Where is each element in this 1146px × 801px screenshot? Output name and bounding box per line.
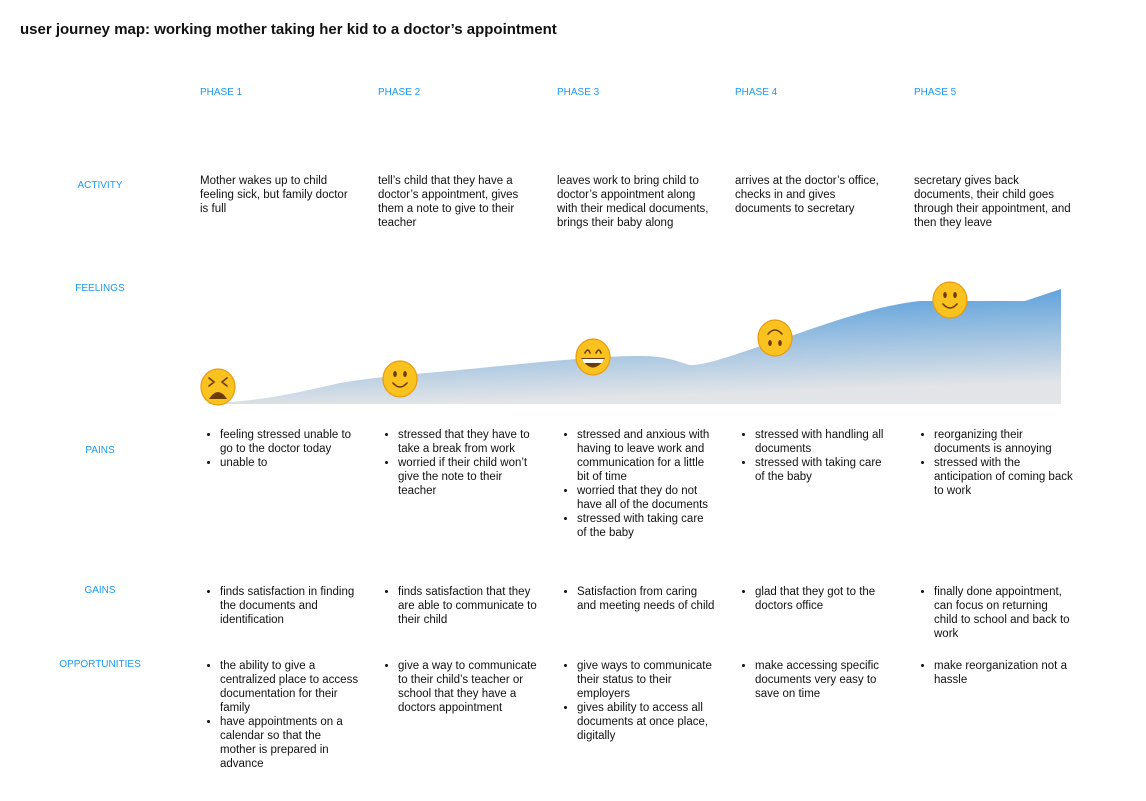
- opportunities-bullet: • the ability to give a centralized place to access documentation for their family: [220, 659, 359, 715]
- upside-down-face-icon: [758, 320, 792, 356]
- opportunities-cell: [379, 659, 537, 715]
- pains-bullet: • worried if their child won’t give the note to their teacher: [398, 456, 537, 498]
- pains-bullet: • worried that they do not have all of the documents: [577, 484, 716, 512]
- pains-bullet: • stressed with taking care of the baby: [577, 512, 716, 540]
- pains-bullet: • stressed with taking care of the baby: [755, 456, 894, 484]
- phase-header-3: PHASE 3: [557, 87, 600, 98]
- pains-bullet: • stressed that they have to take a break from work: [398, 428, 537, 456]
- gains-cell: [201, 585, 359, 627]
- gains-bullet: • finds satisfaction that they are able to communicate to their child: [398, 585, 537, 627]
- row-label-pains: PAINS: [85, 445, 115, 456]
- opportunities-bullet: • have appointments on a calendar so that the mother is prepared in advance: [220, 715, 359, 771]
- gains-cell: [558, 585, 716, 613]
- pains-bullet: • unable to: [220, 456, 359, 470]
- opportunities-cell: [201, 659, 359, 771]
- activity-cell: arrives at the doctor’s office, checks in and gives documents to secretary: [735, 175, 879, 215]
- grinning-face-icon: [576, 339, 610, 375]
- phase-header-1: PHASE 1: [200, 87, 243, 98]
- opportunities-cell: [915, 659, 1073, 687]
- gains-cell: [736, 585, 894, 613]
- opportunities-bullet: • make accessing specific documents very easy to save on time: [755, 659, 894, 701]
- activity-cell: tell’s child that they have a doctor’s appointment, gives them a note to give to their teacher: [378, 175, 519, 229]
- slightly-smiling-face-icon: [933, 282, 967, 318]
- pains-bullet: • stressed with the anticipation of coming back to work: [934, 456, 1073, 498]
- activity-cell: Mother wakes up to child feeling sick, but family doctor is full: [200, 175, 348, 215]
- pains-bullet: • stressed and anxious with having to leave work and communication for a little bit of time: [577, 428, 716, 484]
- pains-cell: [201, 428, 359, 470]
- opportunities-bullet: • make reorganization not a hassle: [934, 659, 1073, 687]
- opportunities-cell: [558, 659, 716, 743]
- tired-face-icon: [201, 369, 235, 405]
- row-label-feelings: FEELINGS: [75, 283, 125, 294]
- gains-bullet: • glad that they got to the doctors office: [755, 585, 894, 613]
- phase-header-4: PHASE 4: [735, 87, 778, 98]
- feelings-area: [200, 289, 1061, 404]
- opportunities-bullet: • give a way to communicate to their child’s teacher or school that they have a doctors appointment: [398, 659, 537, 715]
- pains-bullet: • feeling stressed unable to go to the doctor today: [220, 428, 359, 456]
- opportunities-bullet: • gives ability to access all documents at once place, digitally: [577, 701, 716, 743]
- phase-header-2: PHASE 2: [378, 87, 421, 98]
- page-title: user journey map: working mother taking her kid to a doctor’s appointment: [20, 21, 557, 38]
- row-label-gains: GAINS: [84, 585, 116, 596]
- gains-bullet: • finally done appointment, can focus on returning child to school and back to work: [934, 585, 1073, 641]
- row-label-opportunities: OPPORTUNITIES: [59, 659, 141, 670]
- pains-cell: [915, 428, 1073, 498]
- pains-cell: [379, 428, 537, 498]
- activity-cell: secretary gives back documents, their child goes through their appointment, and then they leave: [914, 175, 1071, 229]
- slightly-smiling-face-icon: [383, 361, 417, 397]
- gains-bullet: • Satisfaction from caring and meeting needs of child: [577, 585, 716, 613]
- gains-bullet: • finds satisfaction in finding the documents and identification: [220, 585, 359, 627]
- gains-cell: [379, 585, 537, 627]
- opportunities-cell: [736, 659, 894, 701]
- pains-bullet: • reorganizing their documents is annoying: [934, 428, 1073, 456]
- activity-cell: leaves work to bring child to doctor’s appointment along with their medical documents, brings their baby along: [557, 175, 709, 229]
- phase-header-5: PHASE 5: [914, 87, 957, 98]
- opportunities-bullet: • give ways to communicate their status to their employers: [577, 659, 716, 701]
- row-label-activity: ACTIVITY: [77, 180, 123, 191]
- gains-cell: [915, 585, 1073, 641]
- pains-cell: [558, 428, 716, 540]
- pains-cell: [736, 428, 894, 484]
- pains-bullet: • stressed with handling all documents: [755, 428, 894, 456]
